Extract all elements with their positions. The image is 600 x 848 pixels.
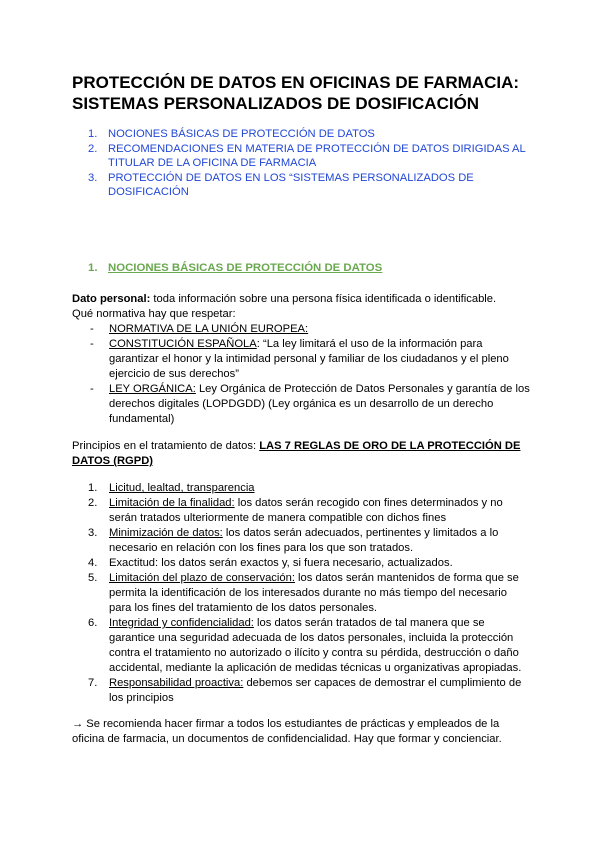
rule-number: 6. (88, 617, 98, 629)
rule-number: 1. (88, 482, 98, 494)
toc-item[interactable] (72, 171, 542, 200)
list-item (72, 382, 532, 427)
toc-item-number: 1. (88, 128, 98, 140)
rule-text: los datos serán adecuados, pertinentes y limitados a lo necesario en relación con los fines para los que son tratados. (109, 527, 499, 554)
list-item (72, 526, 522, 556)
section-heading-number: 1. (88, 262, 98, 274)
normativa-list (72, 322, 532, 427)
rule-label: Limitación del plazo de conservación: (109, 572, 295, 584)
rule-label: Minimización de datos: (109, 527, 223, 539)
rule-text: los datos serán mantenidos de forma que se permita la identificación de los interesados durante no más tiempo del necesario para los fines del tratamiento de los datos personales. (109, 572, 519, 614)
rule-label: Limitación de la finalidad: (109, 497, 235, 509)
rule-number: 5. (88, 572, 98, 584)
rule-label: Integridad y confidencialidad: (109, 617, 254, 629)
rule-text: los datos serán tratados de tal manera que se garantice una seguridad adecuada de los datos personales, incluida la protección contra el tratamiento no autorizado o ilícito y contra su pérdida, destrucción o daño accidental, mediante la aplicación de medidas técnicas u organizativas apropiadas. (109, 617, 522, 674)
rule-label: Licitud, lealtad, transparencia (109, 482, 255, 494)
rule-number: 3. (88, 527, 98, 539)
title-line-1: PROTECCIÓN DE DATOS EN OFICINAS DE FARMACIA: (72, 73, 520, 92)
toc-item-text[interactable]: PROTECCIÓN DE DATOS EN LOS “SISTEMAS PERSONALIZADOS DE DOSIFICACIÓN (108, 171, 474, 198)
section-heading-text: NOCIONES BÁSICAS DE PROTECCIÓN DE DATOS (108, 262, 383, 274)
list-item (72, 322, 532, 337)
rule-number: 4. (88, 557, 98, 569)
list-dash: - (90, 383, 94, 395)
list-item (72, 481, 522, 496)
final-note: → Se recomienda hacer firmar a todos los estudiantes de prácticas y empleados de la oficina de farmacia, un documentos de confidencialidad. Hay que formar y concienciar. (72, 718, 502, 745)
toc-item[interactable] (72, 142, 542, 171)
normativa-label: LEY ORGÁNICA: (109, 383, 196, 395)
normativa-label: CONSTITUCIÓN ESPAÑOLA (109, 338, 257, 350)
toc-item-number: 3. (88, 171, 98, 184)
normativa-text: Ley Orgánica de Protección de Datos Personales y garantía de los derechos digitales (LOPDGDD) (Ley orgánica es un desarrollo de un derecho fundamental) (109, 383, 530, 425)
list-dash: - (90, 323, 94, 335)
title-line-2: SISTEMAS PERSONALIZADOS DE DOSIFICACIÓN (72, 94, 480, 113)
rule-label: Responsabilidad proactiva: (109, 677, 244, 689)
rule-text: debemos ser capaces de demostrar el cumplimiento de los principios (109, 677, 522, 704)
dato-personal-text: toda información sobre una persona física identificada o identificable. (150, 293, 497, 305)
toc-item-text[interactable]: RECOMENDACIONES EN MATERIA DE PROTECCIÓN DE DATOS DIRIGIDAS AL TITULAR DE LA OFICINA DE FARMACIA (108, 142, 526, 169)
normativa-label: NORMATIVA DE LA UNIÓN EUROPEA: (109, 323, 309, 335)
rules-list (72, 481, 522, 706)
principios-intro: Principios en el tratamiento de datos: (72, 440, 260, 452)
dato-personal-paragraph (72, 292, 532, 307)
principios-emphasis: LAS 7 REGLAS DE ORO DE LA PROTECCIÓN DE DATOS (RGPD) (72, 440, 521, 467)
section-heading (88, 261, 382, 276)
rule-text: Exactitud: los datos serán exactos y, si fuera necesario, actualizados. (109, 557, 453, 569)
normativa-text: : “La ley limitará el uso de la información para garantizar el honor y la intimidad personal y familiar de los ciudadanos y el pleno ejercicio de sus derechos” (109, 338, 509, 380)
table-of-contents (72, 127, 542, 200)
list-item (72, 337, 532, 382)
rule-text: los datos serán recogido con fines determinados y no serán tratados ulteriormente de manera compatible con dichos fines (109, 497, 503, 524)
list-item (72, 571, 522, 616)
toc-item[interactable] (72, 127, 542, 142)
principios-paragraph (72, 439, 532, 469)
list-item (72, 616, 522, 676)
normativa-intro: Qué normativa hay que respetar: (72, 308, 236, 320)
rule-number: 7. (88, 677, 98, 689)
dato-personal-label: Dato personal: (72, 293, 151, 305)
list-item (72, 556, 522, 571)
list-item (72, 676, 522, 706)
rule-number: 2. (88, 497, 98, 509)
list-item (72, 496, 522, 526)
toc-item-text[interactable]: NOCIONES BÁSICAS DE PROTECCIÓN DE DATOS (108, 128, 375, 140)
document-title (72, 72, 542, 114)
list-dash: - (90, 338, 94, 350)
toc-item-number: 2. (88, 142, 98, 155)
